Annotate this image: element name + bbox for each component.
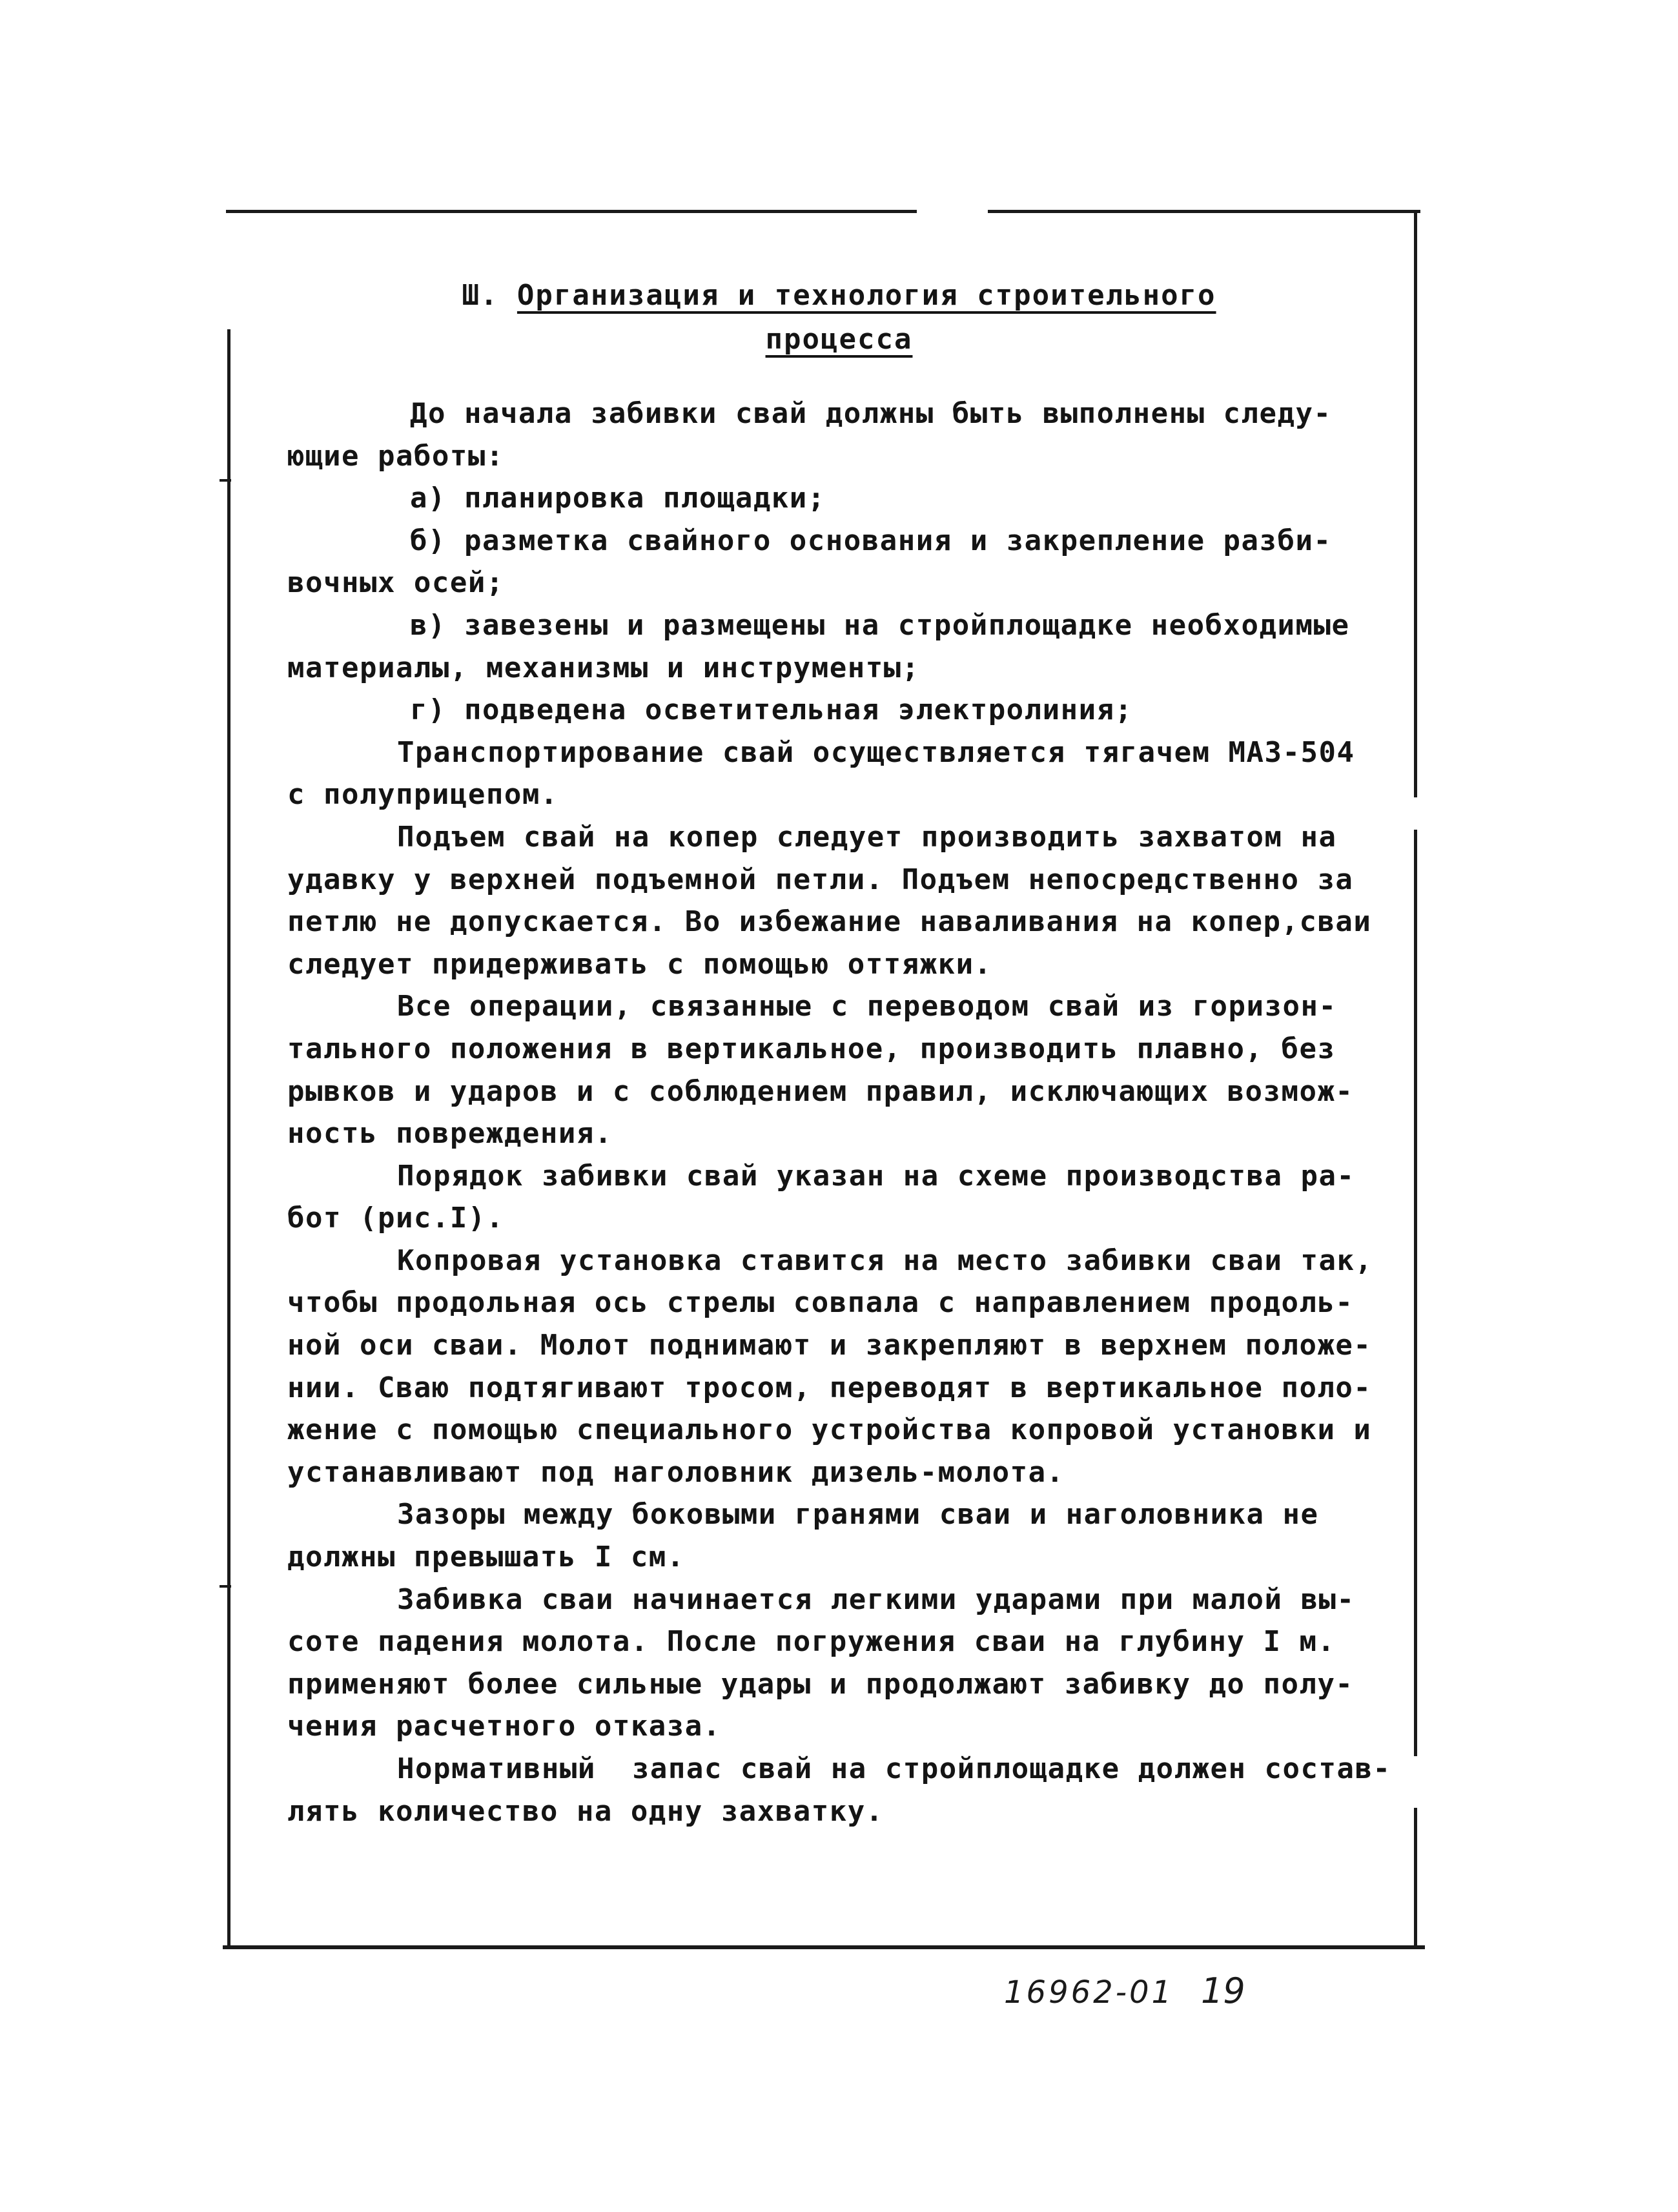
section-title-continuation: процесса xyxy=(765,323,913,356)
text-line: Забивка сваи начинается легкими ударами при малой вы- xyxy=(397,1582,1355,1616)
text-line: жение с помощью специального устройства копровой установки и xyxy=(287,1413,1372,1447)
text-line: Все операции, связанные с переводом свай из горизон- xyxy=(397,990,1337,1023)
text-line: г) подведена осветительная электролиния; xyxy=(410,693,1133,727)
frame-right-border xyxy=(1414,213,1417,1949)
section-heading-line-1 xyxy=(0,279,1678,312)
text-line: чения расчетного отказа. xyxy=(287,1710,721,1743)
text-line: следует придерживать с помощью оттяжки. xyxy=(287,947,992,981)
text-line: Транспортирование свай осуществляется тягачем МАЗ-504 xyxy=(397,735,1355,769)
text-line: нии. Сваю подтягивают тросом, переводят в вертикальное поло- xyxy=(287,1371,1372,1404)
frame-left-border xyxy=(227,329,230,1947)
text-line: Копровая установка ставится на место забивки сваи так, xyxy=(397,1244,1373,1277)
text-line: должны превышать I см. xyxy=(287,1541,685,1574)
text-line: Подъем свай на копер следует производить захватом на xyxy=(397,820,1337,854)
page-number: 19 xyxy=(1201,1971,1245,2011)
text-line: Нормативный запас свай на стройплощадке должен состав- xyxy=(397,1752,1391,1785)
frame-top-gap xyxy=(917,208,988,216)
text-line: Порядок забивки свай указан на схеме производства ра- xyxy=(397,1159,1355,1193)
text-line: тального положения в вертикальное, производить плавно, без xyxy=(287,1032,1336,1065)
text-line: б) разметка свайного основания и закрепление разби- xyxy=(410,524,1332,557)
frame-right-gap xyxy=(1411,797,1420,830)
text-line: вочных осей; xyxy=(287,566,504,600)
frame-left-tick xyxy=(220,1585,231,1588)
text-line: соте падения молота. После погружения сваи на глубину I м. xyxy=(287,1625,1336,1659)
text-line: До начала забивки свай должны быть выполнены следу- xyxy=(410,397,1332,430)
text-line: устанавливают под наголовник дизель-молота. xyxy=(287,1455,1065,1489)
text-line: с полуприцепом. xyxy=(287,778,558,812)
frame-top-border xyxy=(226,210,1420,213)
text-line: применяют более сильные удары и продолжают забивку до полу- xyxy=(287,1667,1354,1701)
frame-right-gap xyxy=(1411,1756,1420,1808)
text-line: Зазоры между боковыми гранями сваи и наголовника не xyxy=(397,1498,1319,1531)
text-line: петлю не допускается. Во избежание наваливания на копер,сваи xyxy=(287,905,1372,939)
text-line: ной оси сваи. Молот поднимают и закрепляют в верхнем положе- xyxy=(287,1329,1372,1362)
text-line: бот (рис.I). xyxy=(287,1202,504,1235)
text-line: рывков и ударов и с соблюдением правил, исключающих возмож- xyxy=(287,1074,1354,1108)
text-line: удавку у верхней подъемной петли. Подъем непосредственно за xyxy=(287,863,1354,896)
body-text xyxy=(287,393,1398,1832)
frame-left-tick xyxy=(220,479,231,482)
section-title: Организация и технология строительного xyxy=(517,279,1216,312)
text-line: ющие работы: xyxy=(287,439,504,473)
frame-bottom-border xyxy=(223,1945,1425,1949)
document-number: 16962-01 xyxy=(1004,1974,1174,2011)
section-number: Ш. xyxy=(462,279,499,312)
text-line: лять количество на одну захватку. xyxy=(287,1794,884,1828)
text-line: чтобы продольная ось стрелы совпала с направлением продоль- xyxy=(287,1286,1354,1320)
text-line: ность повреждения. xyxy=(287,1117,613,1151)
text-line: в) завезены и размещены на стройплощадке необходимые xyxy=(410,608,1350,642)
text-line: а) планировка площадки; xyxy=(410,482,826,515)
text-line: материалы, механизмы и инструменты; xyxy=(287,651,920,684)
section-heading-line-2 xyxy=(0,323,1678,356)
